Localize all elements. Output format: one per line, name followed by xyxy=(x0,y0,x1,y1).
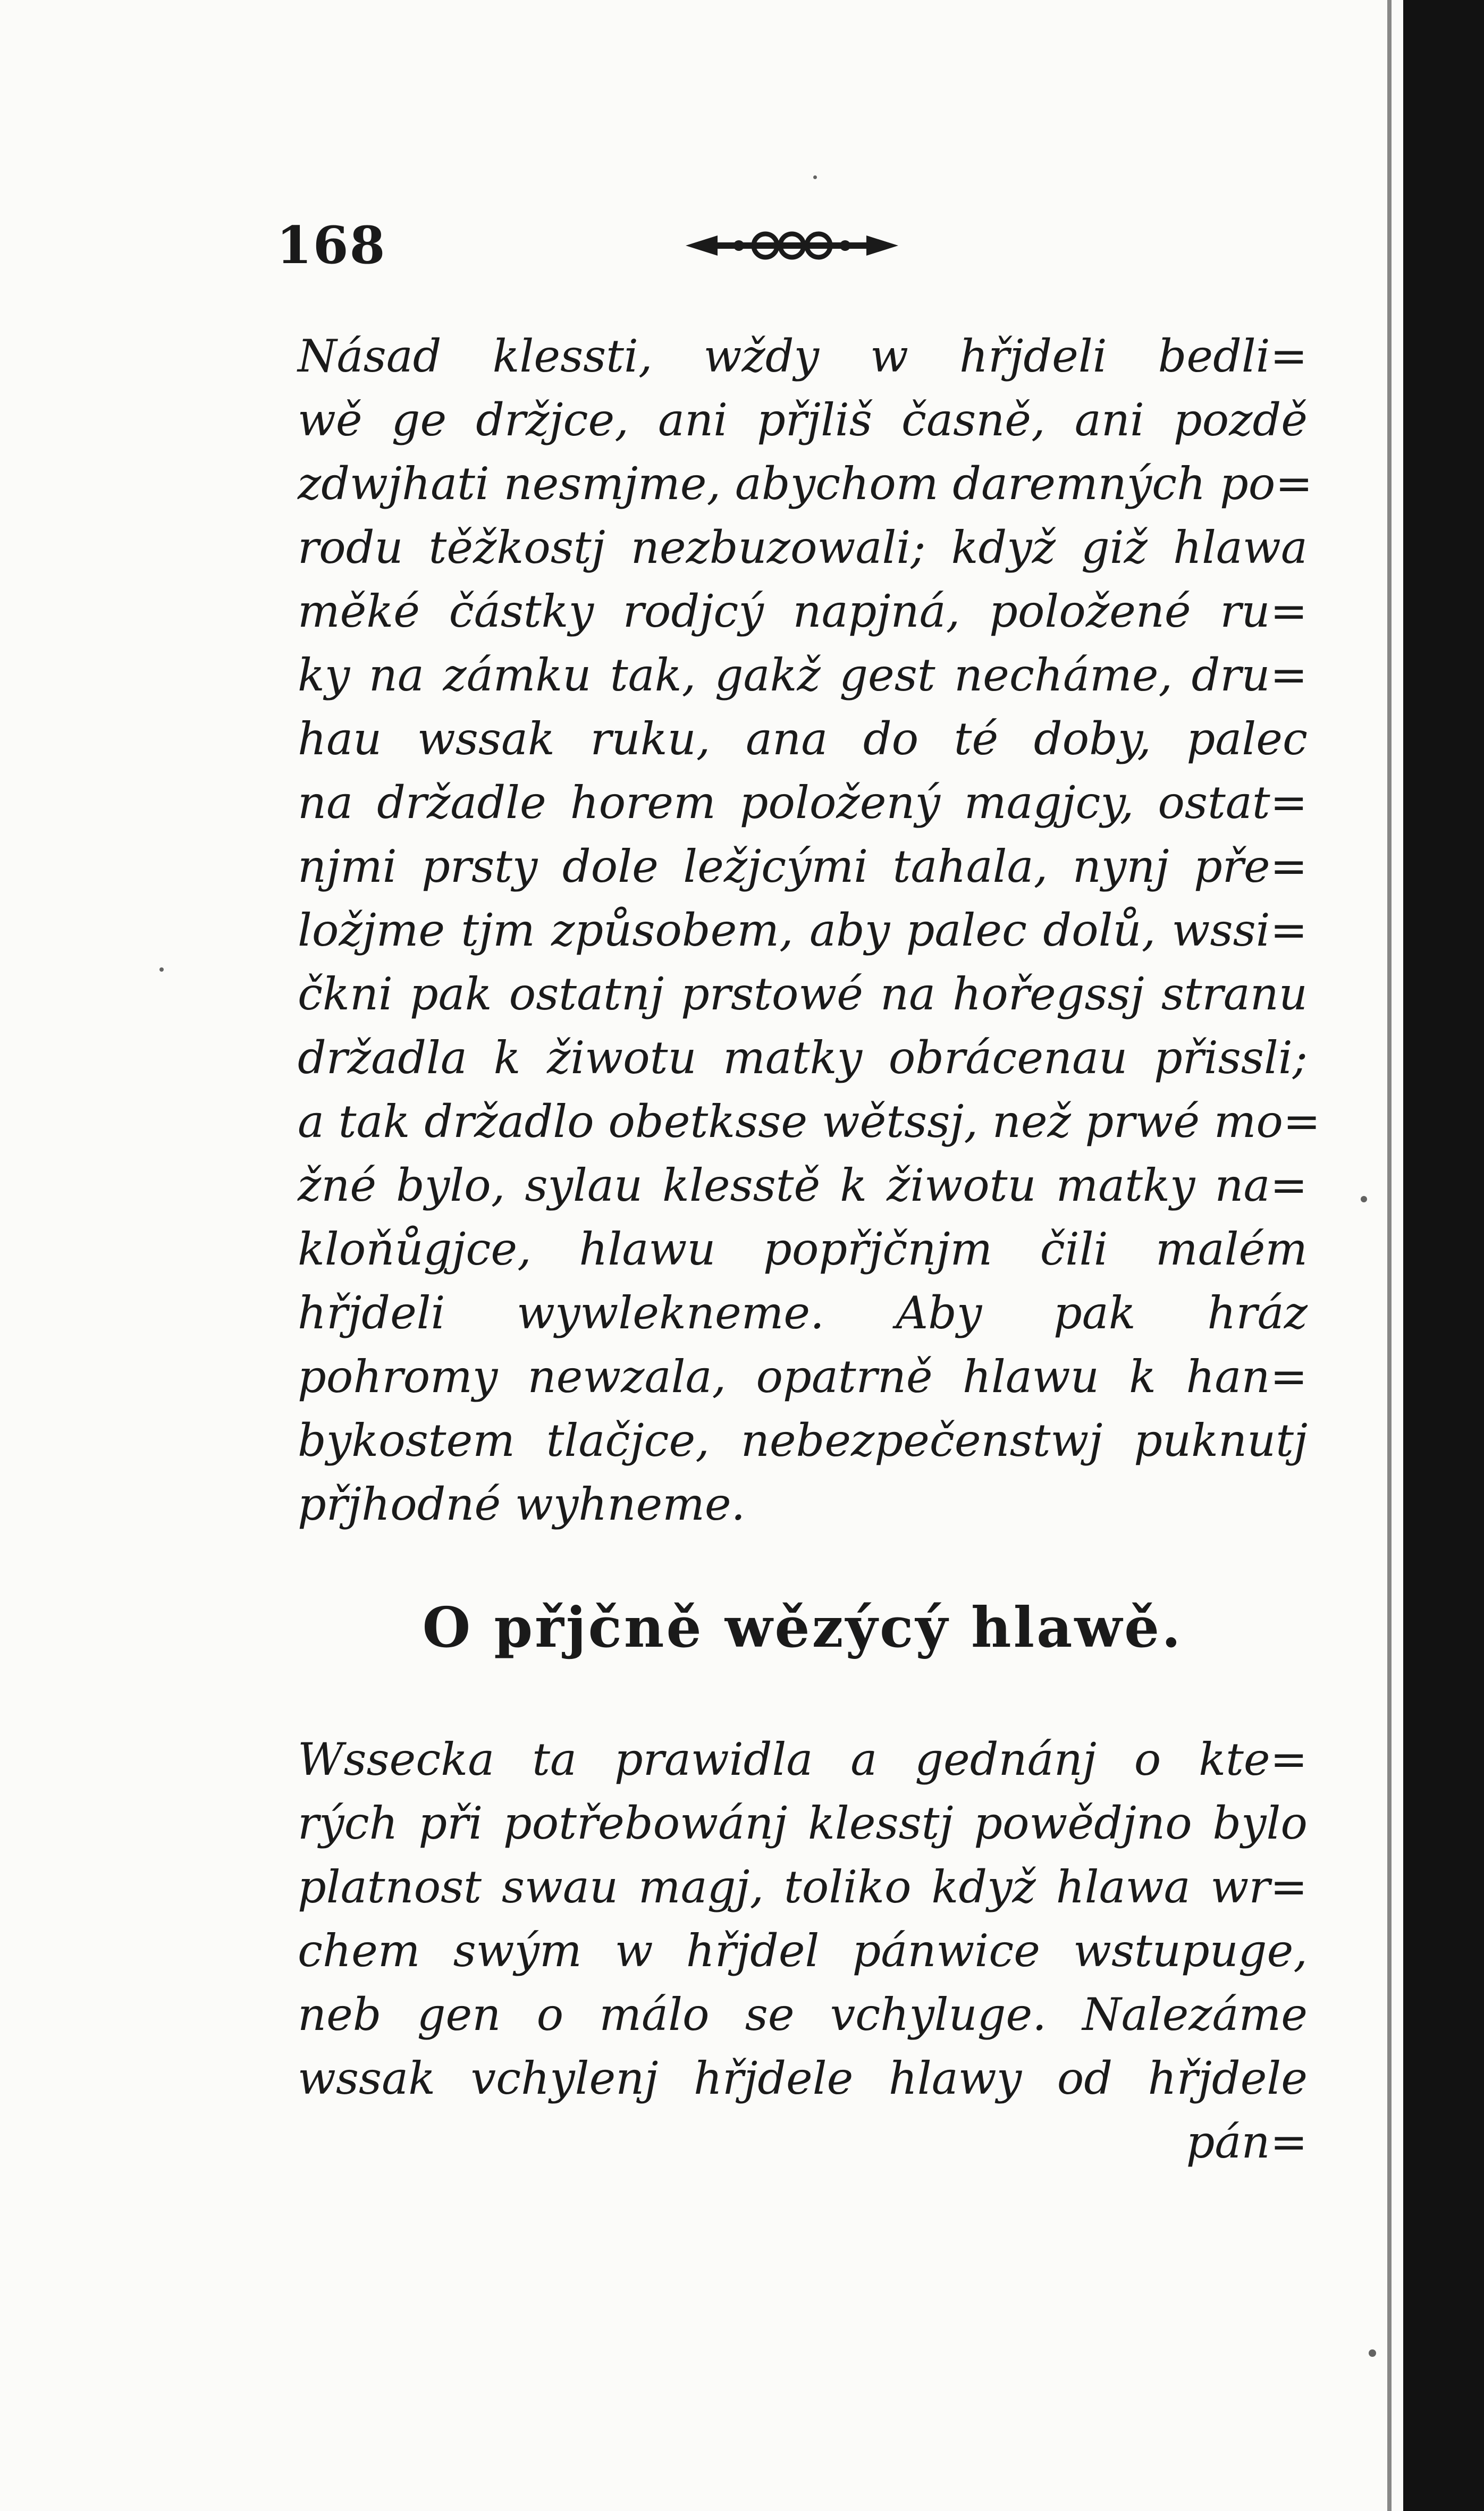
text-line: držadla k žiwotu matky obrácenau přissli; xyxy=(298,1032,1308,1084)
text-line: kloňůgjce, hlawu popřjčnjm čili malém xyxy=(298,1223,1308,1275)
text-line: hřjdeli wywlekneme. Aby pak hráz xyxy=(298,1287,1308,1339)
text-line: hau wssak ruku, ana do té doby, palec xyxy=(298,713,1308,765)
binding-shadow xyxy=(1403,0,1484,2511)
text-line: čkni pak ostatnj prstowé na hořegssj stranu xyxy=(298,968,1308,1020)
speck xyxy=(1369,2349,1376,2357)
paragraph-1 xyxy=(298,324,1321,1536)
running-head xyxy=(276,215,1021,279)
text-line: ložjme tjm způsobem, aby palec dolů, wssi= xyxy=(298,904,1308,956)
speck xyxy=(159,967,164,972)
text-line: rých při potřebowánj klesstj powědjno bylo xyxy=(298,1797,1308,1849)
text-line: rodu těžkostj nezbuzowali; když giž hlawa xyxy=(298,521,1308,574)
text-line: neb gen o málo se vchyluge. Nalezáme xyxy=(298,1988,1308,2041)
text-line: a tak držadlo obetksse wětssj, než prwé mo= xyxy=(298,1096,1321,1148)
text-line: na držadle horem položený magjcy, ostat= xyxy=(298,777,1308,829)
text-line: njmi prsty dole ležjcými tahala, nynj pře= xyxy=(298,840,1308,892)
page-edge-line xyxy=(1387,0,1392,2511)
header-ornament-icon xyxy=(680,225,904,266)
text-line: Wssecka ta prawidla a gednánj o kte= xyxy=(298,1733,1308,1785)
text-line: ky na zámku tak, gakž gest necháme, dru= xyxy=(298,649,1308,701)
text-line: měké částky rodjcý napjná, položené ru= xyxy=(298,585,1308,637)
page-number: 168 xyxy=(276,215,386,275)
speck xyxy=(813,175,817,179)
text-line: pohromy newzala, opatrně hlawu k han= xyxy=(298,1351,1308,1403)
section-heading: O přjčně wězýcý hlawě. xyxy=(422,1595,1183,1660)
catchword: pán= xyxy=(1186,2116,1308,2168)
paragraph-2 xyxy=(298,1728,1308,2174)
text-line: žné bylo, sylau klesstě k žiwotu matky na= xyxy=(298,1159,1308,1211)
text-line: wssak vchylenj hřjdele hlawy od hřjdele xyxy=(298,2052,1308,2104)
text-line: zdwjhati nesmjme, abychom daremných po= xyxy=(298,458,1313,510)
text-line: bykostem tlačjce, nebezpečenstwj puknutj xyxy=(298,1414,1308,1467)
speck xyxy=(1361,1196,1367,1202)
text-line: Násad klessti, wždy w hřjdeli bedli= xyxy=(298,330,1308,382)
text-line: wě ge držjce, ani přjliš časně, ani pozdě xyxy=(298,394,1308,446)
text-line: přjhodné wyhneme. xyxy=(298,1478,746,1530)
text-line: chem swým w hřjdel pánwice wstupuge, xyxy=(298,1925,1308,1977)
text-line: platnost swau magj, toliko když hlawa wr= xyxy=(298,1861,1308,1913)
